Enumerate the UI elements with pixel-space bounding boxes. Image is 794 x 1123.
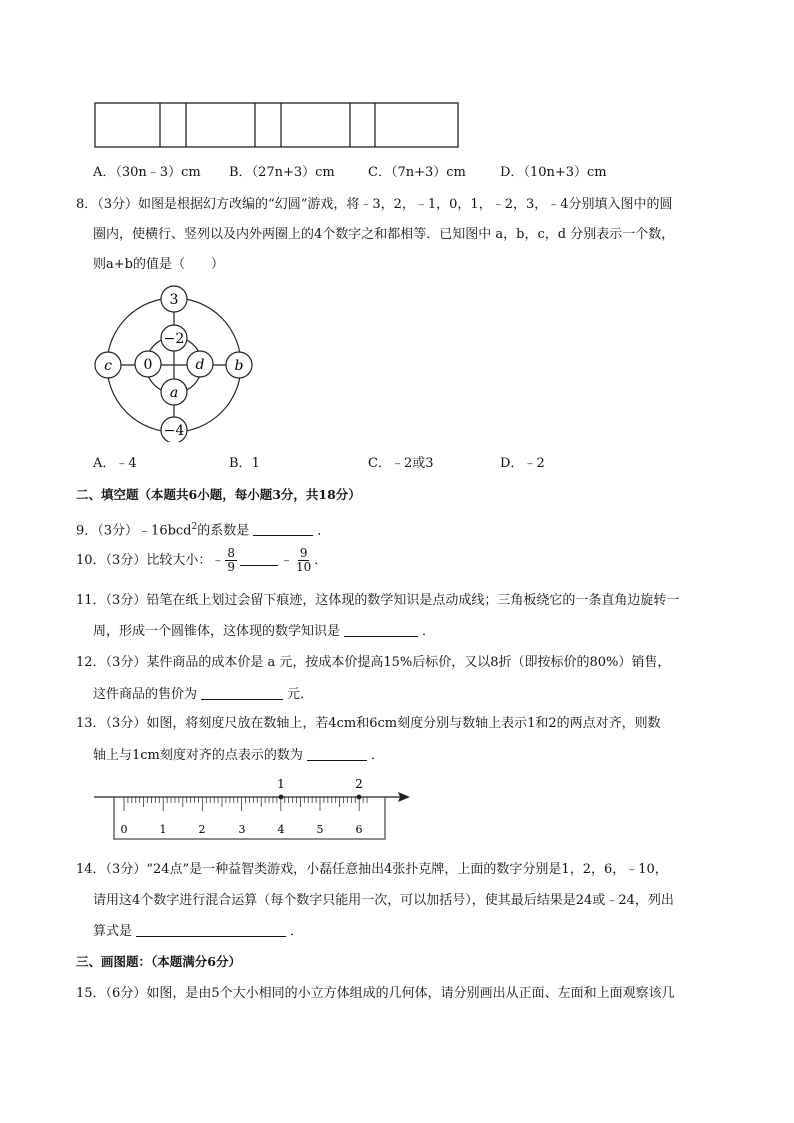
q13-ruler-figure — [94, 773, 412, 843]
q12-line-2: 这件商品的售价为 元． — [93, 687, 314, 702]
circle-right: b — [234, 358, 244, 374]
circle-inner-bottom: a — [169, 385, 179, 401]
circle-left: c — [104, 358, 112, 374]
q8-option-c: C．﹣2或3 — [368, 456, 434, 471]
axis-label-2: 2 — [355, 777, 363, 791]
ruler-ticks — [124, 797, 367, 811]
q10-fraction-2: $\frac{9}{10}$ — [296, 546, 312, 574]
q12-answer-blank[interactable] — [201, 685, 283, 700]
ruler-label-4: 4 — [277, 823, 285, 836]
circle-inner-left: 0 — [143, 357, 153, 373]
q8-line-3: 则a+b的值是（ ） — [93, 257, 224, 272]
q11-line-1: 11．（3分）铅笔在纸上划过会留下痕迹，这体现的数学知识是点动成线；三角板绕它的一条直角边旋转一 — [76, 593, 680, 608]
q13-line-2: 轴上与1cm刻度对齐的点表示的数为 ． — [93, 748, 384, 763]
circle-top: 3 — [169, 292, 179, 308]
q11-line-2: 周，形成一个圆锥体，这体现的数学知识是 ． — [93, 624, 436, 639]
section-3-title: 三、画图题：（本题满分6分） — [76, 954, 241, 969]
q10-answer-blank[interactable] — [240, 551, 278, 566]
q15-line-1: 15．（6分）如图，是由5个大小相同的小立方体组成的几何体，请分别画出从正面、左面和上面观察该几 — [76, 986, 675, 1001]
axis-label-1: 1 — [277, 777, 285, 791]
q9: 9．（3分）﹣16bcd$^2$的系数是 ． — [76, 522, 331, 539]
q10-fraction-1: $\frac{8}{9}$ — [227, 546, 235, 574]
q7-option-a: A．（30n﹣3）cm — [93, 165, 201, 180]
q14-line-2: 请用这4个数字进行混合运算（每个数字只能用一次，可以加括号），使其最后结果是24或﹣24，列出 — [93, 893, 674, 908]
q8-line-2: 圈内，使横行、竖列以及内外两圈上的4个数字之和都相等．已知图中 a，b，c，d 分别表示一个数， — [93, 227, 675, 242]
q7-option-c: C．（7n+3）cm — [368, 165, 466, 180]
q11-answer-blank[interactable] — [344, 622, 418, 637]
ruler-label-3: 3 — [238, 823, 246, 836]
q14-line-1: 14．（3分）“24点”是一种益智类游戏，小磊任意抽出4张扑克牌，上面的数字分别是1，2，6，﹣10， — [76, 862, 668, 877]
q14-line-3: 算式是 ． — [93, 924, 304, 939]
circle-bottom: −4 — [163, 423, 185, 439]
q7-option-b: B．（27n+3）cm — [229, 165, 335, 180]
q13-answer-blank[interactable] — [307, 746, 367, 761]
ruler-label-2: 2 — [198, 823, 206, 836]
ruler-label-1: 1 — [159, 823, 167, 836]
q14-answer-blank[interactable] — [136, 922, 286, 937]
q9-answer-blank[interactable] — [253, 521, 313, 536]
q8-magic-circle-figure — [90, 282, 260, 442]
ruler-label-6: 6 — [355, 823, 363, 836]
circle-inner-top: −2 — [163, 331, 185, 347]
q10: 10．（3分）比较大小：﹣ $\frac{8}{9}$ ﹣ $\frac{9}{10}$ ． — [76, 546, 328, 574]
q13-line-1: 13．（3分）如图，将刻度尺放在数轴上，若4cm和6cm刻度分别与数轴上表示1和2的两点对齐，则数 — [76, 716, 661, 731]
q8-line-1: 8．（3分）如图是根据幻方改编的“幻圆”游戏，将﹣3，2，﹣1，0，1，﹣2，3，﹣4分别填入图中的圆 — [76, 197, 673, 212]
ruler-label-5: 5 — [316, 823, 324, 836]
ruler-label-0: 0 — [120, 823, 128, 836]
q8-option-a: A．﹣4 — [93, 456, 137, 471]
section-2-title: 二、填空题（本题共6小题，每小题3分，共18分） — [76, 487, 361, 502]
q7-option-d: D．（10n+3）cm — [500, 165, 607, 180]
q7-figure — [94, 102, 462, 150]
q12-line-1: 12．（3分）某件商品的成本价是 a 元，按成本价提高15%后标价，又以8折（即按标价的80%）销售， — [76, 655, 671, 670]
circle-inner-right: d — [195, 357, 205, 373]
q8-option-b: B．1 — [229, 456, 260, 471]
q8-option-d: D．﹣2 — [500, 456, 545, 471]
